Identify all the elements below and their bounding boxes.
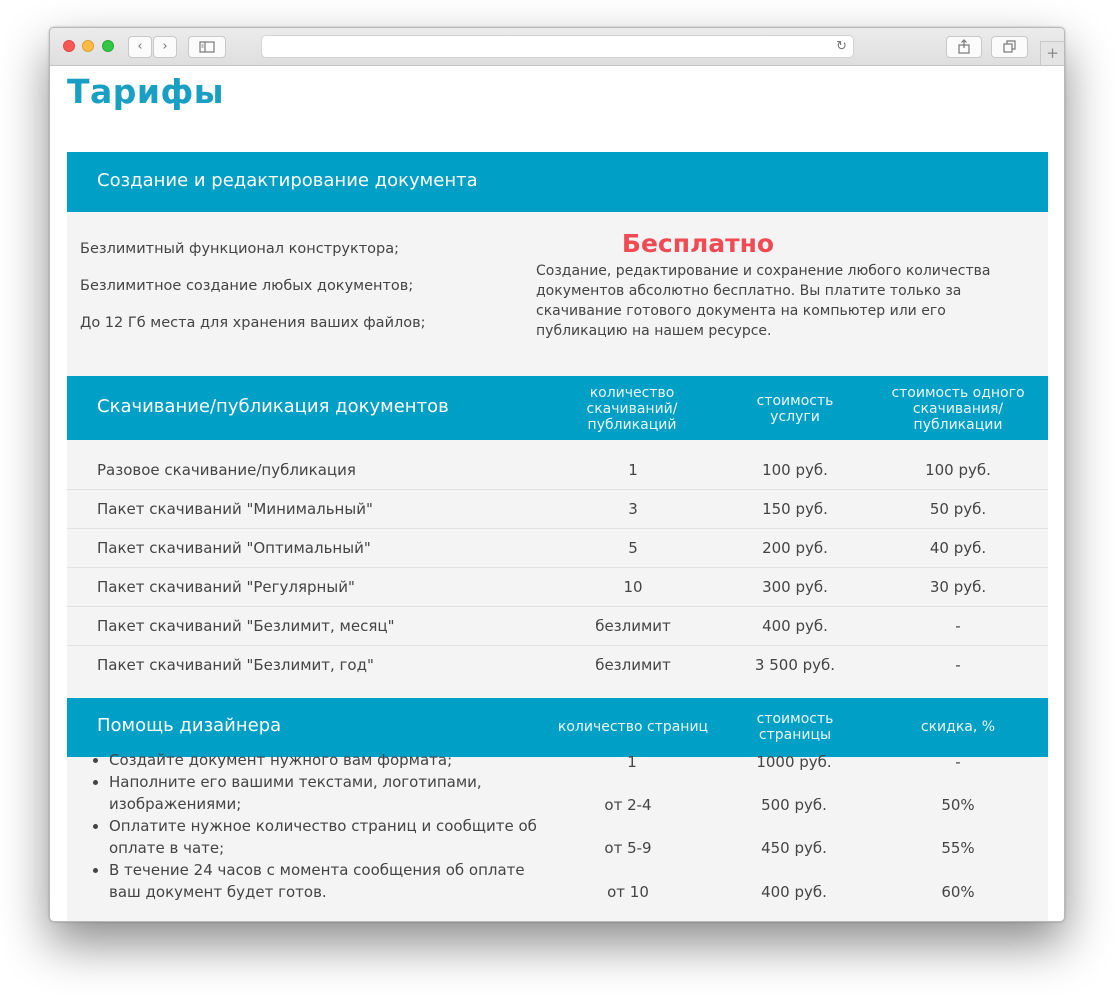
section-header-editing <box>67 152 1048 212</box>
plus-icon: + <box>1046 44 1059 62</box>
row-count: безлимит <box>595 617 671 635</box>
title-bar <box>50 28 1064 66</box>
list-item: • Наполните его вашими текстами, логотипами, изображениями; <box>109 771 539 815</box>
designer-price: 1000 руб. <box>756 753 832 771</box>
designer-discount: - <box>955 753 961 771</box>
row-count: 10 <box>623 578 643 596</box>
column-header-count: количество скачиваний/ публикаций <box>586 385 678 433</box>
row-unit-price: - <box>955 617 961 635</box>
row-unit-price: 40 руб. <box>929 539 987 557</box>
column-header-unit-price: стоимость одного скачивания/ публикации <box>891 385 1025 433</box>
designer-discount: 55% <box>941 839 975 857</box>
row-unit-price: 100 руб. <box>925 461 991 479</box>
table-row <box>67 607 1048 646</box>
feature-item: До 12 Гб места для хранения ваших файлов; <box>80 315 426 331</box>
designer-price: 450 руб. <box>761 839 827 857</box>
zoom-window-button[interactable] <box>102 40 114 52</box>
row-price: 100 руб. <box>762 461 828 479</box>
reload-icon[interactable]: ↻ <box>836 39 847 54</box>
share-button[interactable] <box>946 36 982 58</box>
free-price-title: Бесплатно <box>621 229 775 258</box>
section-title-editing: Создание и редактирование документа <box>97 170 478 191</box>
row-name: Пакет скачиваний "Регулярный" <box>97 578 355 596</box>
row-price: 150 руб. <box>762 500 828 518</box>
designer-price: 400 руб. <box>761 883 827 901</box>
row-name: Пакет скачиваний "Оптимальный" <box>97 539 371 557</box>
table-row <box>67 490 1048 529</box>
designer-pages: от 2-4 <box>604 796 652 814</box>
row-count: 5 <box>628 539 638 557</box>
row-unit-price: - <box>955 656 961 674</box>
row-name: Пакет скачиваний "Безлимит, месяц" <box>97 617 395 635</box>
designer-discount: 60% <box>941 883 975 901</box>
feature-item: Безлимитное создание любых документов; <box>80 278 414 294</box>
chevron-left-icon: ‹ <box>137 39 143 54</box>
address-bar[interactable] <box>261 35 854 58</box>
new-tab-button[interactable] <box>1040 41 1064 65</box>
designer-discount: 50% <box>941 796 975 814</box>
designer-price: 500 руб. <box>761 796 827 814</box>
row-price: 3 500 руб. <box>754 656 836 674</box>
row-name: Пакет скачиваний "Минимальный" <box>97 500 373 518</box>
row-count: безлимит <box>595 656 671 674</box>
row-price: 400 руб. <box>762 617 828 635</box>
row-price: 300 руб. <box>762 578 828 596</box>
sidebar-toggle-button[interactable] <box>188 36 226 58</box>
section-title-designer: Помощь дизайнера <box>97 715 282 736</box>
designer-steps-list <box>109 749 539 903</box>
feature-item: Безлимитный функционал конструктора; <box>80 241 400 257</box>
forward-button[interactable] <box>153 36 177 58</box>
tabs-overview-button[interactable] <box>991 36 1028 58</box>
column-header-page-price: стоимость страницы <box>756 711 834 743</box>
free-price-description: Создание, редактирование и сохранение любого количества документов абсолютно бесплатно. Вы платите только за скачивание готового документа на компьютер или его публикацию на нашем ресурсе. <box>536 263 991 339</box>
column-header-price: стоимость услуги <box>756 393 834 425</box>
list-item: • Создайте документ нужного вам формата; <box>109 749 539 771</box>
row-price: 200 руб. <box>762 539 828 557</box>
table-row <box>67 568 1048 607</box>
section-header-download <box>67 376 1048 440</box>
section-title-download: Скачивание/публикация документов <box>97 396 449 417</box>
back-button[interactable] <box>128 36 152 58</box>
table-row <box>67 451 1048 490</box>
chevron-right-icon: › <box>162 39 168 54</box>
sidebar-icon <box>199 41 215 53</box>
share-icon <box>957 39 971 54</box>
row-count: 1 <box>628 461 638 479</box>
close-window-button[interactable] <box>63 40 75 52</box>
row-name: Пакет скачиваний "Безлимит, год" <box>97 656 374 674</box>
column-header-pages: количество страниц <box>557 719 709 735</box>
row-unit-price: 30 руб. <box>929 578 987 596</box>
table-row <box>67 646 1048 685</box>
row-name: Разовое скачивание/публикация <box>97 461 356 479</box>
column-header-discount: скидка, % <box>920 719 996 735</box>
list-item: • Оплатите нужное количество страниц и сообщите об оплате в чате; <box>109 815 539 859</box>
table-row <box>67 529 1048 568</box>
minimize-window-button[interactable] <box>82 40 94 52</box>
designer-pages: 1 <box>627 753 637 771</box>
designer-pages: от 5-9 <box>604 839 652 857</box>
row-count: 3 <box>628 500 638 518</box>
tabs-icon <box>1003 40 1017 53</box>
designer-pages: от 10 <box>607 883 649 901</box>
list-item: • В течение 24 часов с момента сообщения об оплате ваш документ будет готов. <box>109 859 539 903</box>
row-unit-price: 50 руб. <box>929 500 987 518</box>
page-title: Тарифы <box>67 72 225 111</box>
